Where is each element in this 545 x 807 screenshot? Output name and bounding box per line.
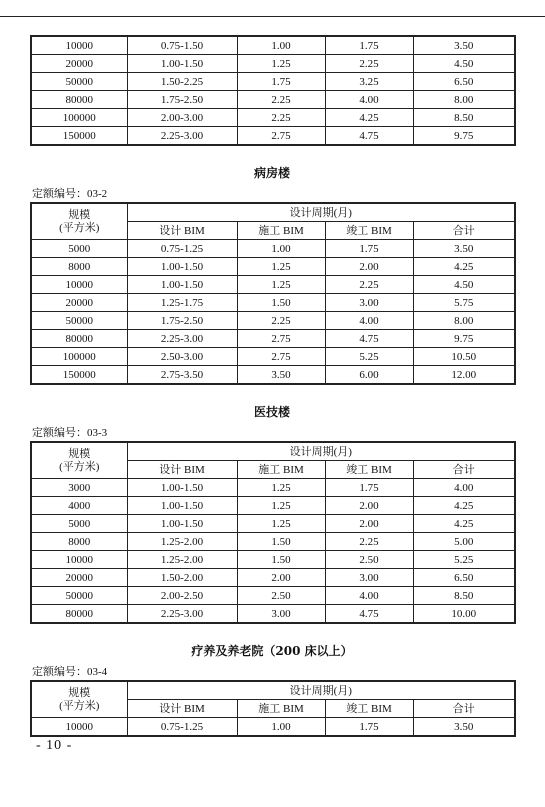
document-page bbox=[30, 35, 514, 737]
table-cell: 0.75-1.25 bbox=[127, 240, 237, 258]
table-cell: 2.00 bbox=[325, 515, 413, 533]
table-cell: 20000 bbox=[31, 55, 127, 73]
table-cell: 12.00 bbox=[413, 366, 515, 385]
table-cell: 1.75-2.50 bbox=[127, 91, 237, 109]
table-cell: 2.25 bbox=[325, 55, 413, 73]
table-cell: 0.75-1.50 bbox=[127, 36, 237, 55]
table-cell: 2.00 bbox=[325, 497, 413, 515]
design-bim-header: 设计 BIM bbox=[127, 461, 237, 479]
table-cell: 4.50 bbox=[413, 276, 515, 294]
table-cell: 10.50 bbox=[413, 348, 515, 366]
table-cell: 1.50-2.25 bbox=[127, 73, 237, 91]
table-row bbox=[31, 330, 515, 348]
table-row bbox=[31, 55, 515, 73]
table-cell: 50000 bbox=[31, 312, 127, 330]
table-header-row bbox=[31, 681, 515, 700]
table-cell: 1.25-1.75 bbox=[127, 294, 237, 312]
table-cell: 2.25-3.00 bbox=[127, 605, 237, 624]
table-cell: 1.25 bbox=[237, 515, 325, 533]
period-table bbox=[30, 441, 516, 624]
table-cell: 10000 bbox=[31, 36, 127, 55]
table-cell: 3.25 bbox=[325, 73, 413, 91]
table-cell: 4.00 bbox=[325, 587, 413, 605]
table-cell: 2.25 bbox=[325, 276, 413, 294]
table-cell: 1.50 bbox=[237, 294, 325, 312]
table-row bbox=[31, 36, 515, 55]
table-cell: 6.50 bbox=[413, 569, 515, 587]
table-cell: 2.25 bbox=[237, 91, 325, 109]
table-cell: 8.50 bbox=[413, 587, 515, 605]
table-row bbox=[31, 73, 515, 91]
table-cell: 3.50 bbox=[413, 240, 515, 258]
table-cell: 50000 bbox=[31, 73, 127, 91]
table-cell: 4.75 bbox=[325, 127, 413, 146]
top-rule bbox=[0, 16, 545, 17]
scale-header bbox=[31, 681, 127, 718]
table-cell: 1.00 bbox=[237, 718, 325, 737]
table-header-row bbox=[31, 203, 515, 222]
total-header: 合计 bbox=[413, 700, 515, 718]
table-cell: 5.25 bbox=[325, 348, 413, 366]
period-header: 设计周期(月) bbox=[127, 442, 515, 461]
total-header: 合计 bbox=[413, 461, 515, 479]
table-cell: 2.75 bbox=[237, 330, 325, 348]
table-cell: 4.00 bbox=[413, 479, 515, 497]
table-cell: 1.25 bbox=[237, 276, 325, 294]
table-cell: 80000 bbox=[31, 330, 127, 348]
table-cell: 6.00 bbox=[325, 366, 413, 385]
table-row bbox=[31, 348, 515, 366]
table-cell: 10.00 bbox=[413, 605, 515, 624]
section-title: 医技楼 bbox=[253, 405, 290, 419]
table-cell: 10000 bbox=[31, 551, 127, 569]
table-cell: 2.50 bbox=[325, 551, 413, 569]
table-row bbox=[31, 109, 515, 127]
table-cell: 4.50 bbox=[413, 55, 515, 73]
table-cell: 5.75 bbox=[413, 294, 515, 312]
completion-bim-header: 竣工 BIM bbox=[325, 461, 413, 479]
table-cell: 6.50 bbox=[413, 73, 515, 91]
table-row bbox=[31, 497, 515, 515]
table-cell: 1.25 bbox=[237, 479, 325, 497]
table-row bbox=[31, 294, 515, 312]
scale-header-line1: 规模 bbox=[68, 208, 91, 221]
table-row bbox=[31, 91, 515, 109]
table-row bbox=[31, 587, 515, 605]
table-cell: 8.50 bbox=[413, 109, 515, 127]
page-number: - 10 - bbox=[36, 738, 73, 753]
table-cell: 2.00 bbox=[325, 258, 413, 276]
table-cell: 3.50 bbox=[237, 366, 325, 385]
table-cell: 2.00-2.50 bbox=[127, 587, 237, 605]
table-cell: 5000 bbox=[31, 515, 127, 533]
table-cell: 1.00 bbox=[237, 240, 325, 258]
table-cell: 1.00 bbox=[237, 36, 325, 55]
table-cell: 2.25 bbox=[237, 312, 325, 330]
table-cell: 8.00 bbox=[413, 312, 515, 330]
table-cell: 3.50 bbox=[413, 36, 515, 55]
table-cell: 1.25-2.00 bbox=[127, 533, 237, 551]
table-header-row bbox=[31, 442, 515, 461]
table-cell: 8.00 bbox=[413, 91, 515, 109]
scale-header bbox=[31, 442, 127, 479]
table-row bbox=[31, 605, 515, 624]
table-cell: 8000 bbox=[31, 258, 127, 276]
scale-header-line1: 规模 bbox=[68, 447, 91, 460]
table-row bbox=[31, 276, 515, 294]
table-cell: 2.00-3.00 bbox=[127, 109, 237, 127]
table-cell: 4.00 bbox=[325, 312, 413, 330]
table-cell: 1.00-1.50 bbox=[127, 479, 237, 497]
table-cell: 1.75-2.50 bbox=[127, 312, 237, 330]
table-cell: 3000 bbox=[31, 479, 127, 497]
construction-bim-header: 施工 BIM bbox=[237, 700, 325, 718]
table-cell: 100000 bbox=[31, 348, 127, 366]
table-cell: 2.25-3.00 bbox=[127, 330, 237, 348]
table-cell: 2.25-3.00 bbox=[127, 127, 237, 146]
table-cell: 4.00 bbox=[325, 91, 413, 109]
table-cell: 3.00 bbox=[237, 605, 325, 624]
table-cell: 1.75 bbox=[325, 479, 413, 497]
period-table bbox=[30, 202, 516, 385]
scale-header-line2: (平方米) bbox=[59, 221, 100, 234]
scale-header-line2: (平方米) bbox=[59, 699, 100, 712]
table-cell: 2.75-3.50 bbox=[127, 366, 237, 385]
table-cell: 4.25 bbox=[325, 109, 413, 127]
table-cell: 1.00-1.50 bbox=[127, 497, 237, 515]
table-cell: 1.25 bbox=[237, 497, 325, 515]
table-row bbox=[31, 533, 515, 551]
quota-code: 定额编号：03-4 bbox=[32, 666, 108, 678]
section-title: 病房楼 bbox=[253, 166, 290, 180]
table-cell: 10000 bbox=[31, 276, 127, 294]
table-cell: 1.75 bbox=[325, 240, 413, 258]
table-cell: 1.00-1.50 bbox=[127, 515, 237, 533]
table-cell: 1.50-2.00 bbox=[127, 569, 237, 587]
table-cell: 20000 bbox=[31, 294, 127, 312]
table-row bbox=[31, 515, 515, 533]
table-cell: 2.75 bbox=[237, 127, 325, 146]
period-table bbox=[30, 680, 516, 737]
period-header: 设计周期(月) bbox=[127, 203, 515, 222]
table-cell: 5000 bbox=[31, 240, 127, 258]
design-bim-header: 设计 BIM bbox=[127, 222, 237, 240]
table-cell: 3.00 bbox=[325, 294, 413, 312]
scale-header-line2: (平方米) bbox=[59, 460, 100, 473]
table-row bbox=[31, 479, 515, 497]
table-cell: 50000 bbox=[31, 587, 127, 605]
table-cell: 0.75-1.25 bbox=[127, 718, 237, 737]
table-cell: 9.75 bbox=[413, 330, 515, 348]
table-cell: 4.75 bbox=[325, 605, 413, 624]
table-cell: 2.50 bbox=[237, 587, 325, 605]
table-cell: 4.75 bbox=[325, 330, 413, 348]
quota-code: 定额编号：03-3 bbox=[32, 427, 108, 439]
table-row bbox=[31, 569, 515, 587]
table-cell: 3.50 bbox=[413, 718, 515, 737]
table-cell: 4.25 bbox=[413, 515, 515, 533]
table-cell: 20000 bbox=[31, 569, 127, 587]
table-cell: 1.25 bbox=[237, 55, 325, 73]
table-cell: 2.25 bbox=[325, 533, 413, 551]
table-cell: 4.25 bbox=[413, 497, 515, 515]
table-cell: 5.25 bbox=[413, 551, 515, 569]
table-row bbox=[31, 312, 515, 330]
table-cell: 1.00-1.50 bbox=[127, 55, 237, 73]
table-cell: 1.75 bbox=[325, 36, 413, 55]
table-cell: 1.75 bbox=[237, 73, 325, 91]
period-header: 设计周期(月) bbox=[127, 681, 515, 700]
table-row bbox=[31, 718, 515, 737]
table-cell: 150000 bbox=[31, 127, 127, 146]
continuation-table bbox=[30, 35, 516, 146]
table-cell: 1.00-1.50 bbox=[127, 258, 237, 276]
table-cell: 100000 bbox=[31, 109, 127, 127]
table-row bbox=[31, 240, 515, 258]
table-cell: 1.00-1.50 bbox=[127, 276, 237, 294]
table-cell: 5.00 bbox=[413, 533, 515, 551]
table-row bbox=[31, 551, 515, 569]
total-header: 合计 bbox=[413, 222, 515, 240]
table-row bbox=[31, 258, 515, 276]
table-cell: 1.25 bbox=[237, 258, 325, 276]
construction-bim-header: 施工 BIM bbox=[237, 461, 325, 479]
quota-code: 定额编号：03-2 bbox=[32, 188, 108, 200]
table-cell: 2.75 bbox=[237, 348, 325, 366]
table-cell: 10000 bbox=[31, 718, 127, 737]
table-cell: 1.50 bbox=[237, 551, 325, 569]
table-cell: 80000 bbox=[31, 605, 127, 624]
table-cell: 80000 bbox=[31, 91, 127, 109]
table-row bbox=[31, 366, 515, 385]
table-cell: 2.00 bbox=[237, 569, 325, 587]
table-cell: 3.00 bbox=[325, 569, 413, 587]
table-cell: 1.25-2.00 bbox=[127, 551, 237, 569]
table-cell: 9.75 bbox=[413, 127, 515, 146]
table-cell: 1.50 bbox=[237, 533, 325, 551]
table-cell: 2.50-3.00 bbox=[127, 348, 237, 366]
table-row bbox=[31, 127, 515, 146]
scale-header bbox=[31, 203, 127, 240]
design-bim-header: 设计 BIM bbox=[127, 700, 237, 718]
completion-bim-header: 竣工 BIM bbox=[325, 700, 413, 718]
construction-bim-header: 施工 BIM bbox=[237, 222, 325, 240]
table-cell: 4.25 bbox=[413, 258, 515, 276]
scale-header-line1: 规模 bbox=[68, 686, 91, 699]
table-cell: 1.75 bbox=[325, 718, 413, 737]
completion-bim-header: 竣工 BIM bbox=[325, 222, 413, 240]
section-title: 疗养及养老院（200 床以上） bbox=[191, 644, 353, 658]
table-cell: 4000 bbox=[31, 497, 127, 515]
table-cell: 150000 bbox=[31, 366, 127, 385]
table-cell: 8000 bbox=[31, 533, 127, 551]
table-cell: 2.25 bbox=[237, 109, 325, 127]
